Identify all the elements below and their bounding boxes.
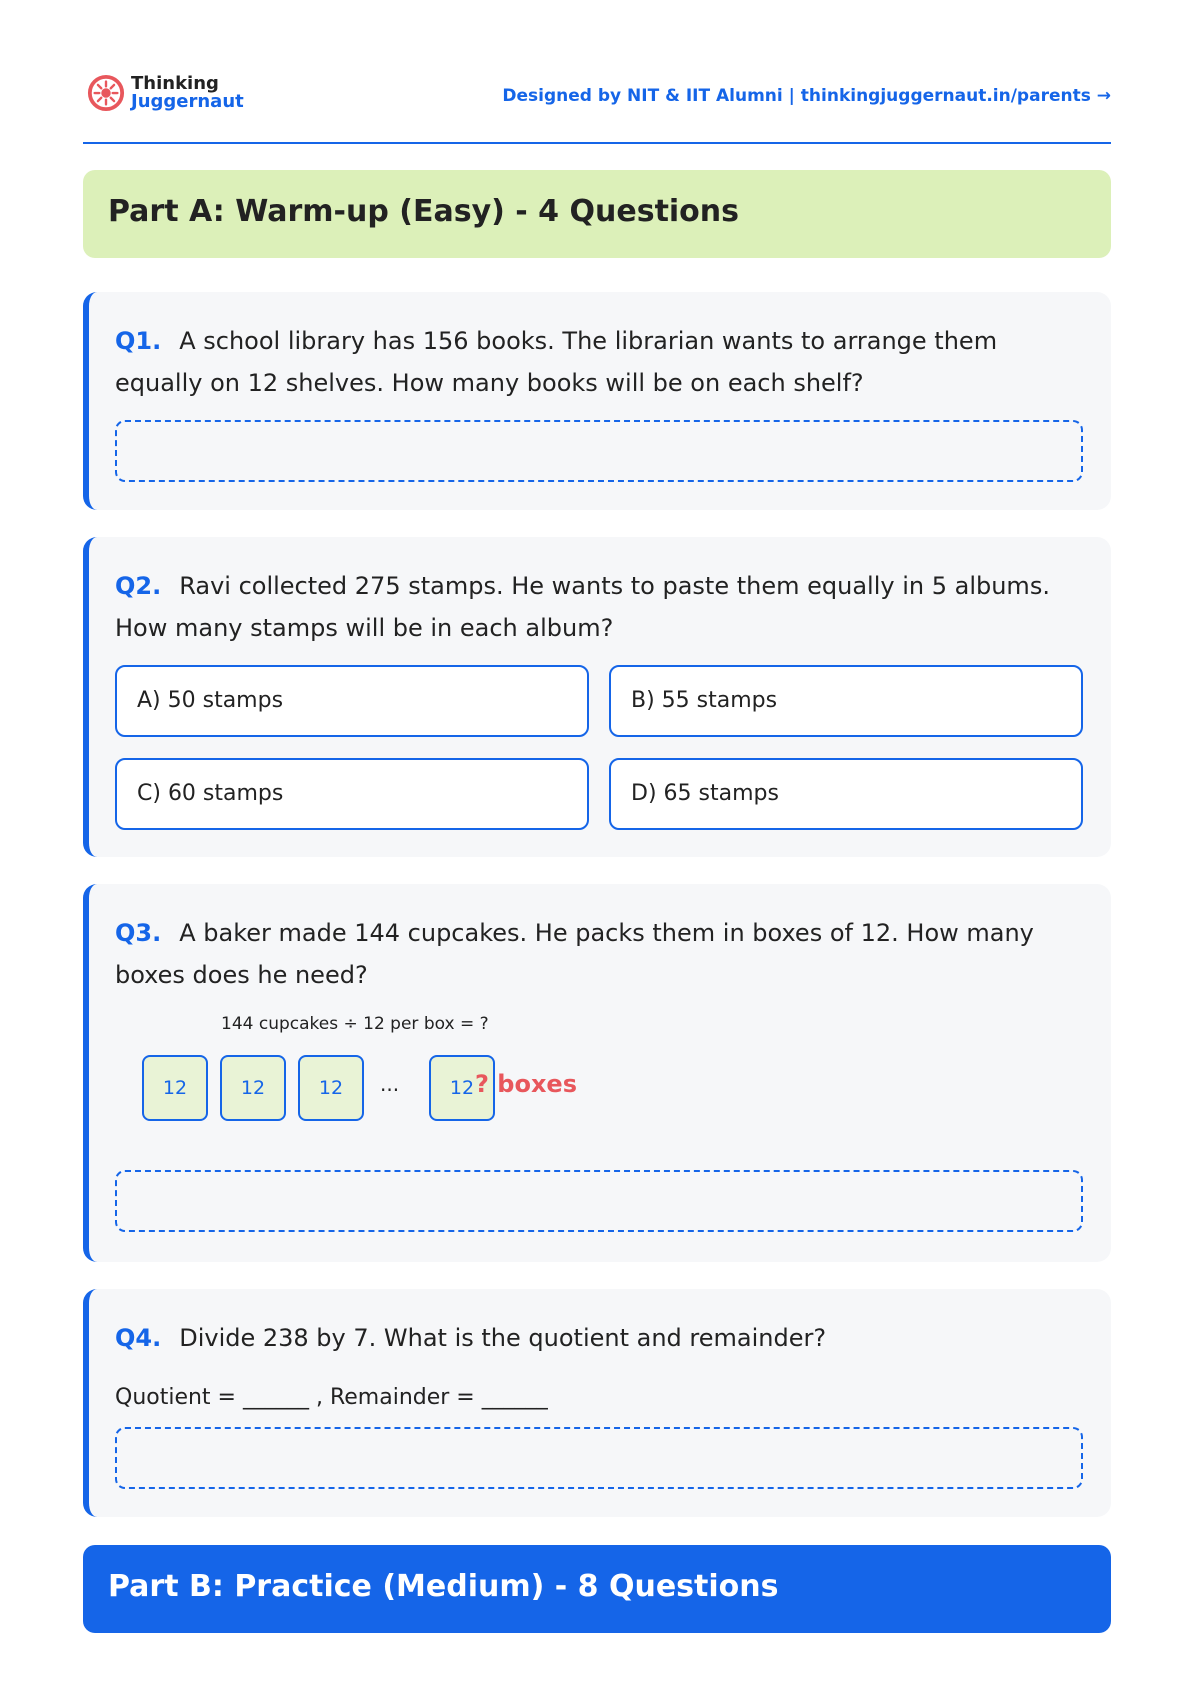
- answer-box-q3[interactable]: [115, 1170, 1083, 1232]
- question-body: Ravi collected 275 stamps. He wants to paste them equally in 5 albums. How many stamps will be in each album?: [115, 572, 1050, 642]
- answer-box-q4[interactable]: [115, 1427, 1083, 1489]
- question-number: Q2.: [115, 572, 162, 600]
- question-text: [115, 565, 1075, 649]
- diagram-caption: 144 cupcakes ÷ 12 per box = ?: [221, 1014, 489, 1034]
- page-header: [83, 70, 1111, 144]
- option-b[interactable]: B) 55 stamps: [609, 665, 1083, 737]
- question-card-q2: [83, 537, 1111, 857]
- header-tagline-link[interactable]: Designed by NIT & IIT Alumni | thinkingjuggernaut.in/parents →: [502, 86, 1111, 106]
- question-body: A school library has 156 books. The librarian wants to arrange them equally on 12 shelves. How many books will be on each shelf?: [115, 327, 998, 397]
- question-card-q1: [83, 292, 1111, 510]
- part-a-title: Part A: Warm-up (Easy) - 4 Questions: [108, 194, 740, 229]
- sun-logo-icon: [87, 74, 125, 112]
- question-body: A baker made 144 cupcakes. He packs them in boxes of 12. How many boxes does he need?: [115, 919, 1034, 989]
- question-number: Q1.: [115, 327, 162, 355]
- option-c[interactable]: C) 60 stamps: [115, 758, 589, 830]
- brand-name-line-2: Juggernaut: [131, 91, 244, 112]
- diagram-ellipsis: ...: [380, 1072, 400, 1096]
- question-number: Q4.: [115, 1324, 162, 1352]
- brand-logo[interactable]: [87, 74, 244, 112]
- option-d[interactable]: D) 65 stamps: [609, 758, 1083, 830]
- question-card-q4: [83, 1289, 1111, 1517]
- box-icon: 12: [429, 1055, 495, 1121]
- part-b-title: Part B: Practice (Medium) - 8 Questions: [108, 1569, 779, 1604]
- box-icon: 12: [142, 1055, 208, 1121]
- box-icon: 12: [298, 1055, 364, 1121]
- question-text: [115, 1317, 1075, 1359]
- question-text: [115, 320, 1075, 404]
- box-icon: 12: [220, 1055, 286, 1121]
- brand-name: [131, 75, 244, 111]
- answer-box-q1[interactable]: [115, 420, 1083, 482]
- question-body: Divide 238 by 7. What is the quotient and remainder?: [179, 1324, 827, 1352]
- brand-name-line-1: Thinking: [131, 73, 219, 94]
- question-number: Q3.: [115, 919, 162, 947]
- option-a[interactable]: A) 50 stamps: [115, 665, 589, 737]
- question-card-q3: [83, 884, 1111, 1262]
- boxes-unknown-label: ? boxes: [475, 1070, 577, 1098]
- part-b-banner: [83, 1545, 1111, 1633]
- question-text: [115, 912, 1075, 996]
- quotient-remainder-blanks[interactable]: Quotient = ______ , Remainder = ______: [115, 1385, 548, 1410]
- part-a-banner: [83, 170, 1111, 258]
